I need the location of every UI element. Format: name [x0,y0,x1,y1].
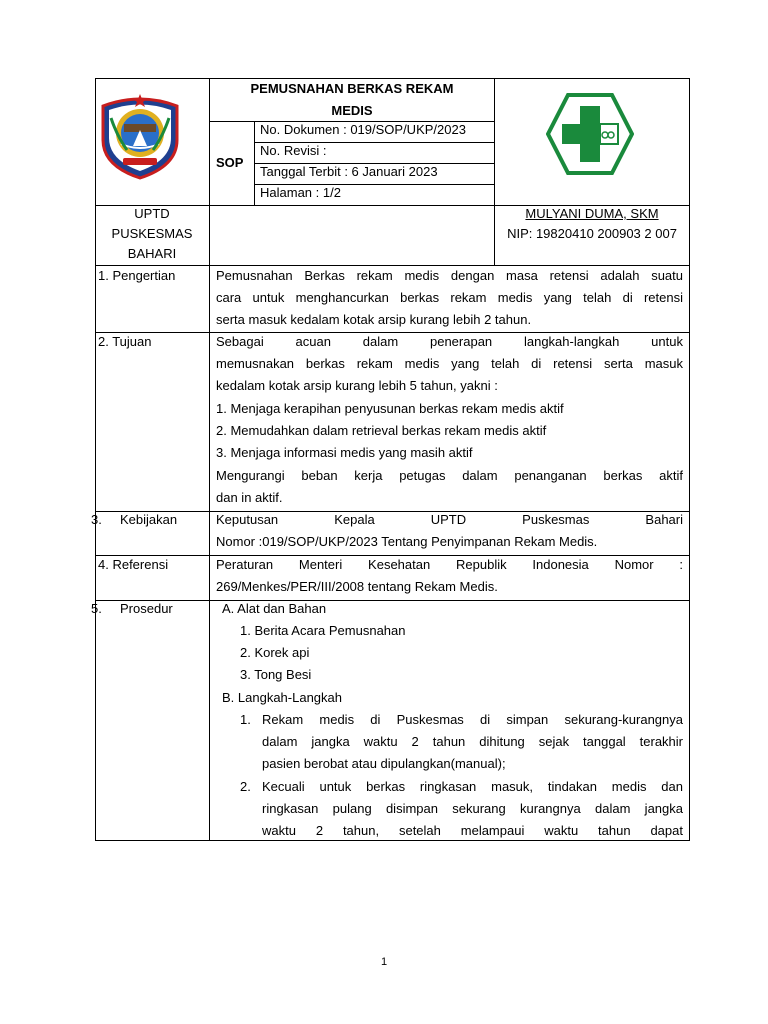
tujuan-line: Mengurangi beban kerja petugas dalam penanganan berkas aktif [216,468,683,483]
section-number: 5. [91,601,102,616]
signatory-name: MULYANI DUMA, SKM [525,206,659,221]
section-label-referensi: 4. Referensi [98,557,169,572]
regional-emblem-icon [97,88,183,180]
section-number: 3. [91,512,102,527]
prosedur-item: 2. Korek api [240,645,310,660]
tujuan-line: dan in aktif. [216,490,283,505]
step-number: 1. [240,712,251,727]
referensi-line: Peraturan Menteri Kesehatan Republik Indonesia Nomor : [216,557,683,572]
divider [95,600,690,601]
pengertian-line: serta masuk kedalam kotak arsip kurang lebih 2 tahun. [216,312,532,327]
section-label-prosedur: Prosedur [120,601,173,616]
prosedur-subheading: A. Alat dan Bahan [222,601,327,616]
doc-number: No. Dokumen : 019/SOP/UKP/2023 [260,122,466,137]
regional-emblem-logo [97,88,183,180]
page-info: Halaman : 1/2 [260,185,341,200]
signatory-nip: NIP: 19820410 200903 2 007 [507,226,677,241]
page-number: 1 [380,956,388,968]
pengertian-line: cara untuk menghancurkan berkas rekam medis yang telah di retensi [216,290,683,305]
section-label-pengertian: 1. Pengertian [98,268,176,283]
revision-number: No. Revisi : [260,143,327,158]
unit-name-line: UPTD [134,206,170,221]
tujuan-item: 2. Memudahkan dalam retrieval berkas rekam medis aktif [216,423,547,438]
step-line: waktu 2 tahun, setelah melampaui waktu tahun dapat [262,823,683,838]
prosedur-item: 3. Tong Besi [240,667,312,682]
tujuan-item: 3. Menjaga informasi medis yang masih aktif [216,445,473,460]
step-number: 2. [240,779,251,794]
title-line: PEMUSNAHAN BERKAS REKAM [250,81,454,96]
tujuan-line: kedalam kotak arsip kurang lebih 5 tahun, yakni : [216,378,498,393]
step-line: Kecuali untuk berkas ringkasan masuk, tindakan medis dan [262,779,683,794]
section-label-tujuan: 2. Tujuan [98,334,152,349]
kebijakan-line: Keputusan Kepala UPTD Puskesmas Bahari [216,512,683,527]
puskesmas-cross-icon [546,92,634,176]
issue-date: Tanggal Terbit : 6 Januari 2023 [260,164,438,179]
divider [209,78,210,602]
kebijakan-line: Nomor :019/SOP/UKP/2023 Tentang Penyimpanan Rekam Medis. [216,534,598,549]
step-line: Rekam medis di Puskesmas di simpan sekurang-kurangnya [262,712,683,727]
prosedur-subheading: B. Langkah-Langkah [222,690,342,705]
step-line: dalam jangka waktu 2 tahun dihitung sejak tanggal terakhir [262,734,683,749]
document-title [210,78,494,122]
sop-label: SOP [216,155,244,170]
unit-name-line: PUSKESMAS [111,226,193,241]
step-line: ringkasan pulang disimpan sekurang kurangnya dalam jangka [262,801,683,816]
tujuan-line: memusnakan berkas rekam medis yang telah di retensi serta masuk [216,356,683,371]
unit-name-line: BAHARI [127,246,177,261]
step-line: pasien berobat atau dipulangkan(manual); [262,756,506,771]
tujuan-line: Sebagai acuan dalam penerapan langkah-langkah untuk [216,334,683,349]
title-line: MEDIS [331,103,373,118]
divider [209,600,210,841]
tujuan-item: 1. Menjaga kerapihan penyusunan berkas rekam medis aktif [216,401,564,416]
puskesmas-logo [546,92,634,176]
section-label-kebijakan: Kebijakan [120,512,178,527]
prosedur-item: 1. Berita Acara Pemusnahan [240,623,406,638]
pengertian-line: Pemusnahan Berkas rekam medis dengan masa retensi adalah suatu [216,268,683,283]
referensi-line: 269/Menkes/PER/III/2008 tentang Rekam Medis. [216,579,498,594]
